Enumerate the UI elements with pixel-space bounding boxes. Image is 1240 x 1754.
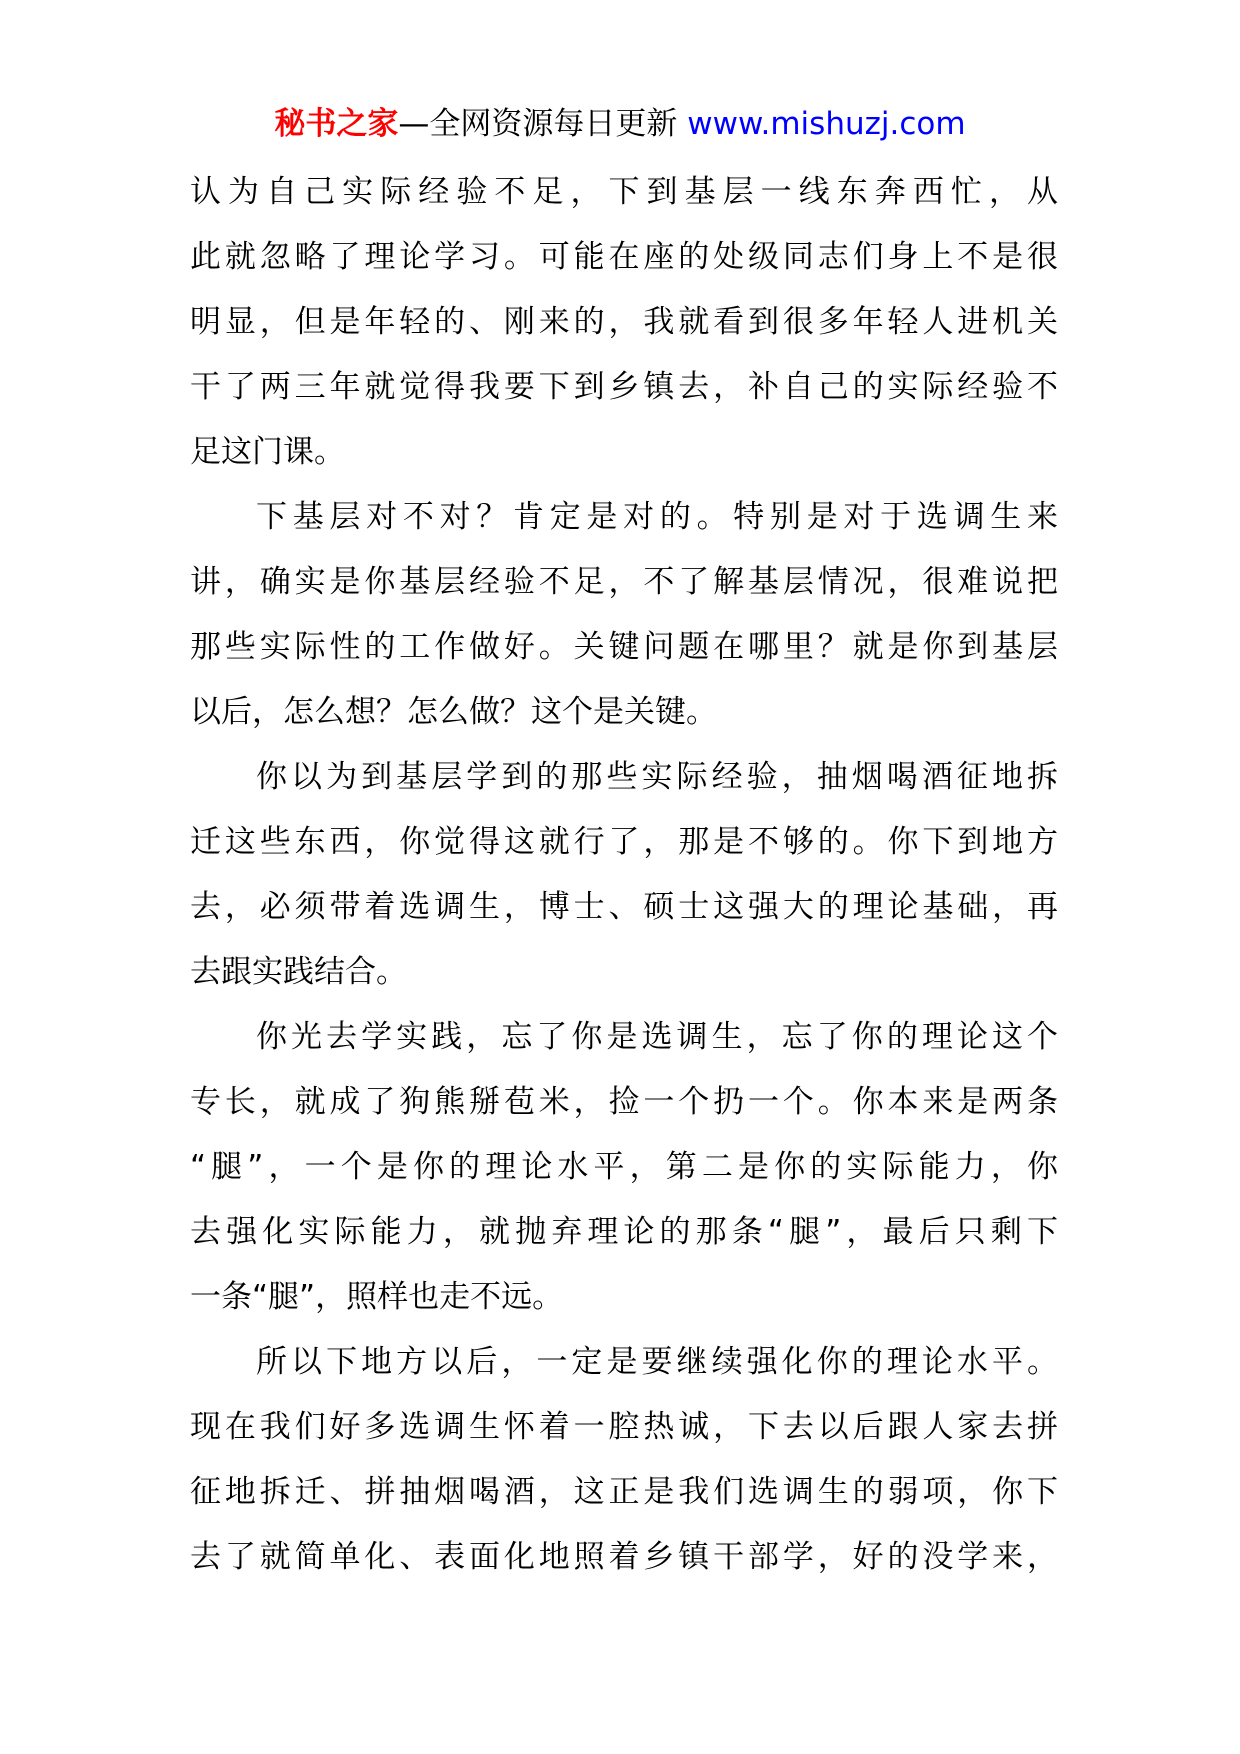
text-line: 此就忽略了理论学习。可能在座的处级同志们身上不是很 — [190, 239, 1058, 275]
text-line: 所以下地方以后，一定是要继续强化你的理论水平。 — [256, 1344, 1058, 1380]
text-line: 明显，但是年轻的、刚来的，我就看到很多年轻人进机关 — [190, 304, 1058, 340]
text-line: 去了就简单化、表面化地照着乡镇干部学，好的没学来， — [190, 1539, 1058, 1575]
paragraph — [190, 160, 1058, 485]
text-line: 讲，确实是你基层经验不足，不了解基层情况，很难说把 — [190, 564, 1058, 600]
text-line: 去，必须带着选调生，博士、硕士这强大的理论基础，再 — [190, 889, 1058, 925]
paragraph — [190, 485, 1058, 745]
text-line: 去强化实际能力，就抛弃理论的那条“腿”，最后只剩下 — [190, 1214, 1058, 1250]
paragraph — [190, 1005, 1058, 1330]
text-line: 你光去学实践，忘了你是选调生，忘了你的理论这个 — [256, 1019, 1058, 1055]
header-slogan: —全网资源每日更新 — [398, 106, 688, 142]
text-line: 去跟实践结合。 — [190, 954, 407, 990]
text-line: 你以为到基层学到的那些实际经验，抽烟喝酒征地拆 — [256, 759, 1058, 795]
text-line: 一条“腿”，照样也走不远。 — [190, 1279, 564, 1315]
header-brand: 秘书之家 — [274, 106, 399, 142]
text-line: 下基层对不对？肯定是对的。特别是对于选调生来 — [256, 499, 1058, 535]
paragraph — [190, 745, 1058, 1005]
page-header — [0, 102, 1240, 146]
text-line: 那些实际性的工作做好。关键问题在哪里？就是你到基层 — [190, 629, 1058, 665]
text-line: 以后，怎么想？怎么做？这个是关键。 — [190, 694, 717, 730]
text-line: 征地拆迁、拼抽烟喝酒，这正是我们选调生的弱项，你下 — [190, 1474, 1058, 1510]
text-line: “腿”，一个是你的理论水平，第二是你的实际能力，你 — [190, 1149, 1058, 1185]
document-body — [190, 160, 1058, 1590]
text-line: 干了两三年就觉得我要下到乡镇去，补自己的实际经验不 — [190, 369, 1058, 405]
text-line: 认为自己实际经验不足，下到基层一线东奔西忙，从 — [190, 174, 1058, 210]
text-line: 专长，就成了狗熊掰苞米，捡一个扔一个。你本来是两条 — [190, 1084, 1058, 1120]
text-line: 足这门课。 — [190, 434, 345, 470]
text-line: 现在我们好多选调生怀着一腔热诚，下去以后跟人家去拼 — [190, 1409, 1058, 1445]
text-line: 迁这些东西，你觉得这就行了，那是不够的。你下到地方 — [190, 824, 1058, 860]
paragraph — [190, 1330, 1058, 1590]
header-url-link[interactable]: www.mishuzj.com — [687, 106, 966, 142]
